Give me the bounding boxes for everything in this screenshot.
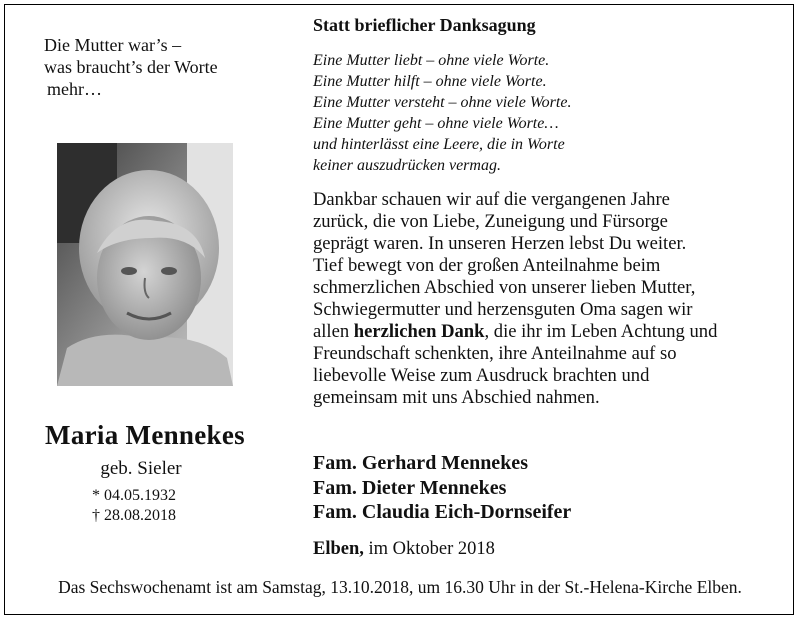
motto-line: Die Mutter war’s – [44, 35, 182, 55]
poem-line: Eine Mutter liebt – ohne viele Worte. [313, 52, 550, 69]
body-line: schmerzlichen Abschied von unserer lieben Mutter, [313, 277, 696, 298]
body-line [313, 321, 783, 343]
place-month: im Oktober 2018 [363, 539, 495, 559]
body-line: zurück, die von Liebe, Zuneigung und Fürsorge [313, 211, 668, 232]
body-line: Freundschaft schenkten, ihre Anteilnahme auf so [313, 343, 677, 364]
body-line: gemeinsam mit uns Abschied nahmen. [313, 387, 600, 408]
poem-line: und hinterlässt eine Leere, die in Worte [313, 136, 565, 153]
life-dates [92, 486, 176, 526]
place-date [313, 539, 495, 560]
notice-heading: Statt brieflicher Danksagung [313, 15, 536, 35]
body-line: Dankbar schauen wir auf die vergangenen Jahre [313, 189, 670, 210]
poem [313, 50, 571, 176]
family-name: Fam. Gerhard Mennekes [313, 452, 528, 474]
place-town: Elben, [313, 539, 364, 559]
birth-date: * 04.05.1932 [92, 487, 176, 504]
deceased-name: Maria Mennekes [45, 420, 245, 450]
thank-you-text [313, 189, 783, 409]
maiden-name: geb. Sieler [100, 458, 182, 479]
poem-line: keiner auszudrücken vermag. [313, 157, 501, 174]
family-name: Fam. Dieter Mennekes [313, 476, 507, 499]
poem-line: Eine Mutter versteht – ohne viele Worte. [313, 94, 572, 111]
body-line: liebevolle Weise zum Ausdruck brachten und [313, 365, 650, 386]
poem-line: Eine Mutter geht – ohne viele Worte… [313, 115, 559, 132]
bold-thanks: herzlichen Dank [353, 321, 485, 342]
body-text: , die ihr im Leben Achtung und [484, 321, 718, 342]
motto-line: mehr… [47, 79, 102, 99]
motto [44, 34, 284, 100]
body-line: Schwiegermutter und herzensguten Oma sagen wir [313, 299, 693, 320]
body-line: Tief bewegt von der großen Anteilnahme beim [313, 255, 661, 276]
family-signatures [313, 451, 571, 525]
motto-line: was braucht’s der Worte [44, 57, 218, 77]
portrait-photo [57, 143, 233, 386]
family-name: Fam. Claudia Eich-Dornseifer [313, 501, 572, 523]
body-line: geprägt waren. In unseren Herzen lebst Du weiter. [313, 233, 687, 254]
body-text: allen [313, 321, 354, 342]
poem-line: Eine Mutter hilft – ohne viele Worte. [313, 73, 547, 90]
mass-announcement: Das Sechswochenamt ist am Samstag, 13.10.2018, um 16.30 Uhr in der St.-Helena-Kirche Elben. [58, 577, 742, 597]
death-date: † 28.08.2018 [92, 507, 176, 524]
